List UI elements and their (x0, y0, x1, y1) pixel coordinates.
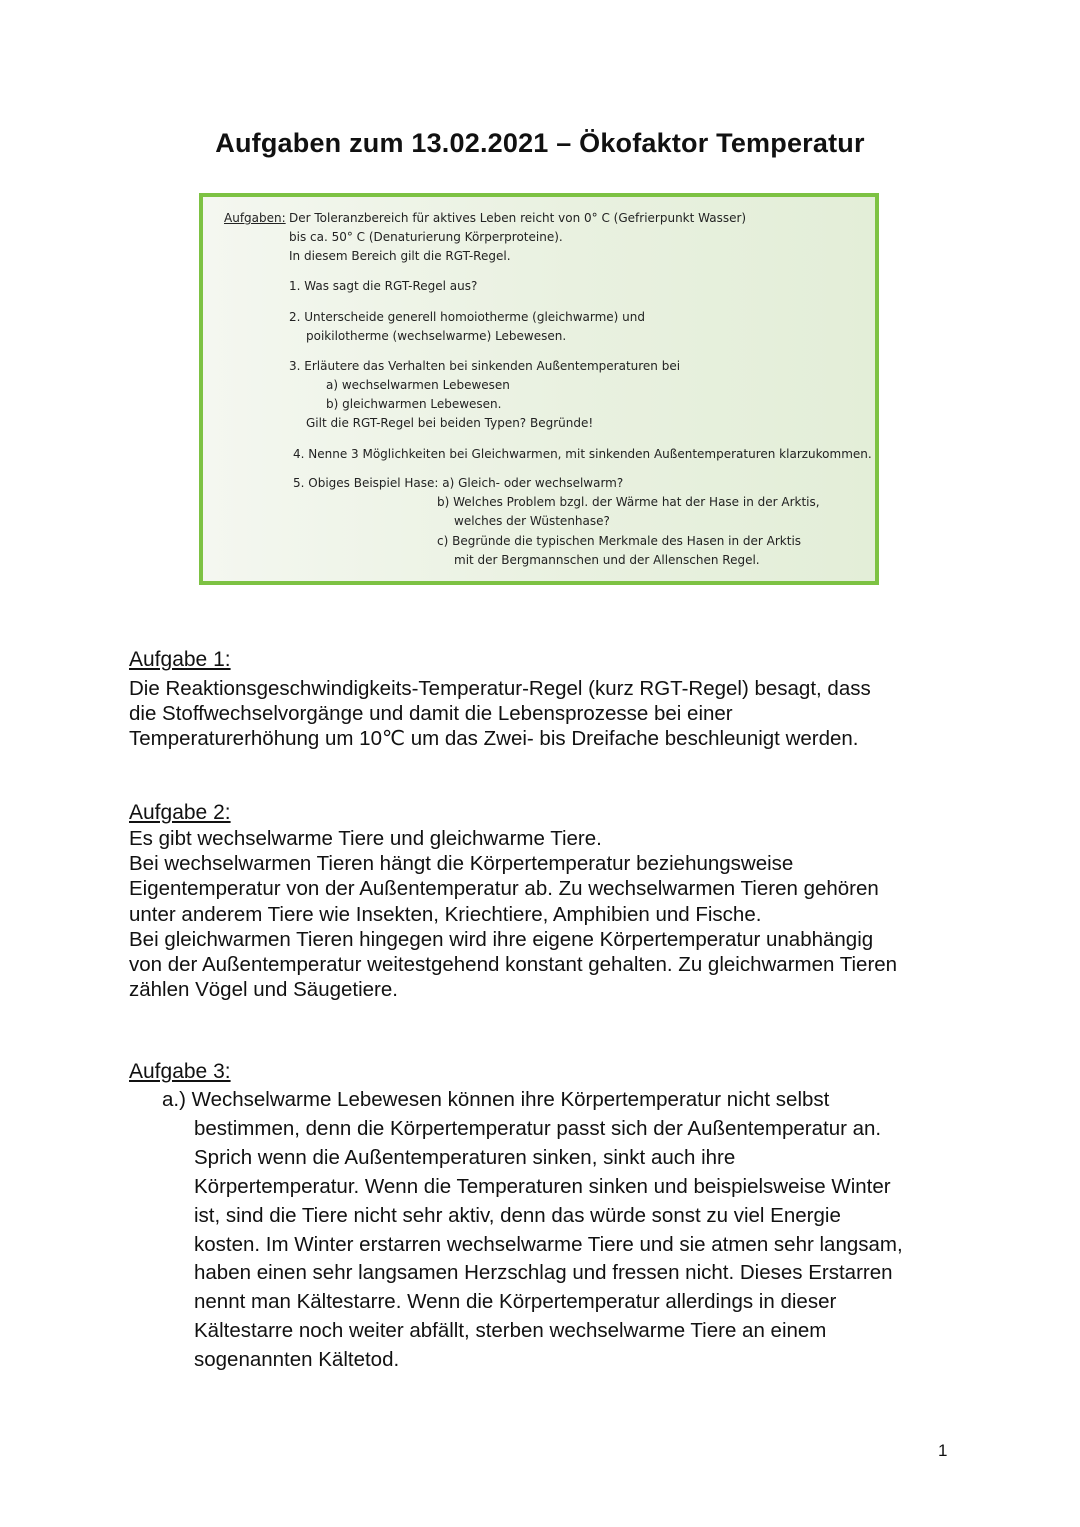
page-number: 1 (938, 1441, 948, 1460)
task-question-5b: b) Welches Problem bzgl. der Wärme hat der Hase in der Arktis, (437, 495, 820, 509)
answer-3a-line: sogenannten Kältetod. (194, 1348, 400, 1372)
task-question-5: 5. Obiges Beispiel Hase: a) Gleich- oder wechselwarm? (293, 476, 624, 490)
answer-3-heading: Aufgabe 3: (129, 1060, 231, 1083)
answer-2-text (129, 826, 959, 1002)
task-intro-line: bis ca. 50° C (Denaturierung Körperproteine). (289, 230, 563, 244)
task-intro-line: In diesem Bereich gilt die RGT-Regel. (289, 249, 511, 263)
answer-1-line: Temperaturerhöhung um 10℃ um das Zwei- bis Dreifache beschleunigt werden. (129, 727, 859, 751)
answer-1-text (129, 676, 959, 752)
answer-2-line: unter anderem Tiere wie Insekten, Kriechtiere, Amphibien und Fische. (129, 902, 762, 926)
task-question-5c: c) Begründe die typischen Merkmale des Hasen in der Arktis (437, 534, 802, 548)
task-question-3: 3. Erläutere das Verhalten bei sinkenden Außentemperaturen bei (289, 359, 681, 373)
page-title: Aufgaben zum 13.02.2021 – Ökofaktor Temperatur (215, 128, 865, 158)
task-label: Aufgaben: (224, 211, 286, 225)
task-box (199, 193, 879, 585)
task-question-1: 1. Was sagt die RGT-Regel aus? (289, 279, 478, 293)
answer-2-line: Es gibt wechselwarme Tiere und gleichwarme Tiere. (129, 827, 602, 850)
answer-3a-line: bestimmen, denn die Körpertemperatur passt sich der Außentemperatur an. (194, 1116, 882, 1140)
task-question-3b: b) gleichwarmen Lebewesen. (326, 397, 502, 411)
task-intro-line: Der Toleranzbereich für aktives Leben reicht von 0° C (Gefrierpunkt Wasser) (289, 211, 747, 225)
task-question-5c-cont: mit der Bergmannschen und der Allenschen Regel. (454, 553, 760, 567)
answer-3a-line: kosten. Im Winter erstarren wechselwarme Tiere und sie atmen sehr langsam, (194, 1232, 903, 1256)
task-question-5b-cont: welches der Wüstenhase? (454, 514, 610, 528)
answer-2-line: Eigentemperatur von der Außentemperatur ab. Zu wechselwarmen Tieren gehören (129, 877, 879, 901)
answer-2-line: zählen Vögel und Säugetiere. (129, 978, 398, 1002)
task-question-3a: a) wechselwarmen Lebewesen (326, 378, 510, 392)
task-question-2: 2. Unterscheide generell homoiotherme (gleichwarme) und (289, 310, 645, 324)
answer-2-line: Bei wechselwarmen Tieren hängt die Körpertemperatur beziehungsweise (129, 852, 794, 876)
answer-2-line: Bei gleichwarmen Tieren hingegen wird ihre eigene Körpertemperatur unabhängig (129, 927, 874, 951)
answer-3a-line: a.) Wechselwarme Lebewesen können ihre Körpertemperatur nicht selbst (162, 1088, 830, 1111)
answer-3a-line: haben einen sehr langsamen Herzschlag und fressen nicht. Dieses Erstarren (194, 1261, 893, 1285)
task-question-3-cont: Gilt die RGT-Regel bei beiden Typen? Begründe! (306, 416, 594, 430)
answer-3a-line: Sprich wenn die Außentemperaturen sinken, sinkt auch ihre (194, 1145, 736, 1169)
answer-1-line: die Stoffwechselvorgänge und damit die Lebensprozesse bei einer (129, 702, 733, 726)
answer-1-heading: Aufgabe 1: (129, 648, 231, 671)
task-question-2-cont: poikilotherme (wechselwarme) Lebewesen. (306, 329, 567, 343)
answer-3a-line: Kältestarre noch weiter abfällt, sterben wechselwarme Tiere an einem (194, 1319, 827, 1343)
answer-3a-line: ist, sind die Tiere nicht sehr aktiv, denn das würde sonst zu viel Energie (194, 1203, 841, 1227)
answer-2-heading: Aufgabe 2: (129, 801, 231, 824)
answer-1-line: Die Reaktionsgeschwindigkeits-Temperatur-Regel (kurz RGT-Regel) besagt, dass (129, 677, 871, 700)
answer-2-line: von der Außentemperatur weitestgehend konstant gehalten. Zu gleichwarmen Tieren (129, 953, 898, 977)
task-question-4: 4. Nenne 3 Möglichkeiten bei Gleichwarmen, mit sinkenden Außentemperaturen klarzukommen. (293, 447, 872, 461)
answer-3a-line: nennt man Kältestarre. Wenn die Körpertemperatur allerdings in dieser (194, 1290, 837, 1314)
answer-3-text (162, 1086, 962, 1375)
answer-3a-line: Körpertemperatur. Wenn die Temperaturen sinken und beispielsweise Winter (194, 1174, 891, 1198)
